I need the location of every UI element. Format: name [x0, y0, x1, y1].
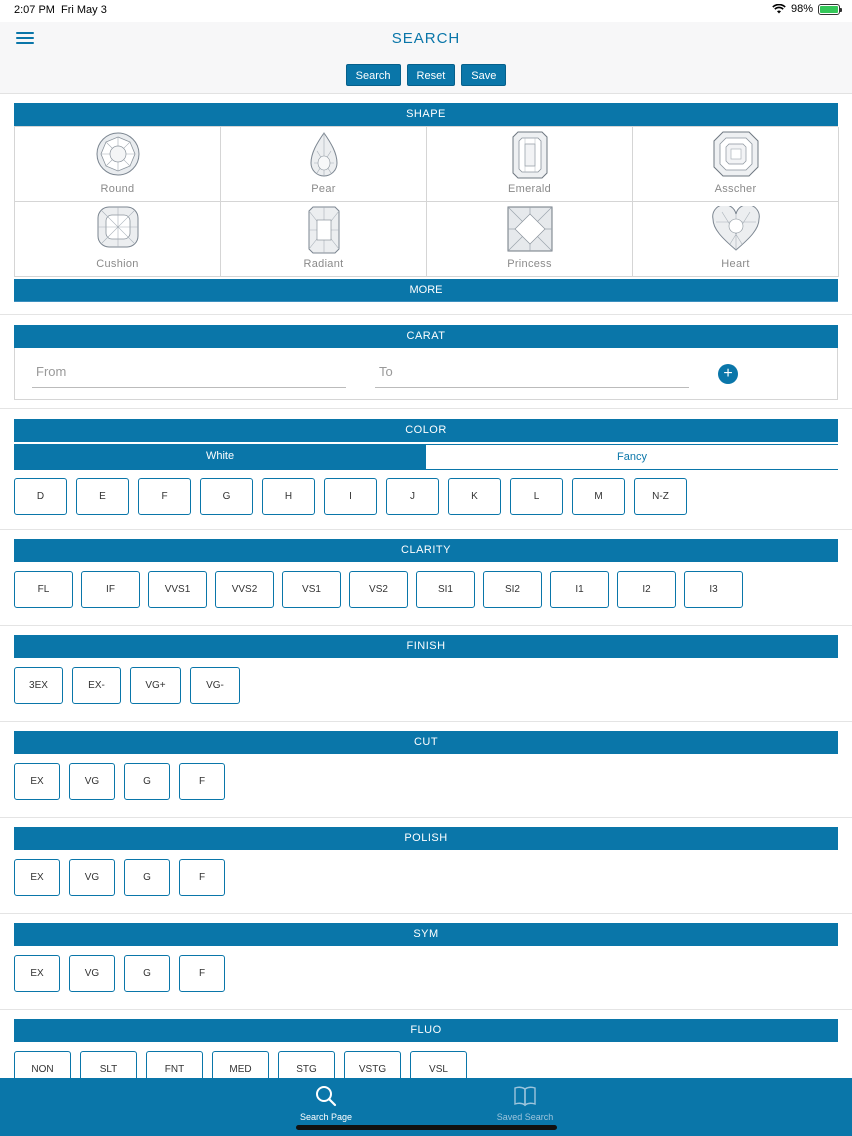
clarity-chip[interactable]: I3 [684, 571, 743, 608]
color-chip[interactable]: N-Z [634, 478, 687, 515]
fluo-chip[interactable]: VSTG [344, 1051, 401, 1078]
color-chip[interactable]: H [262, 478, 315, 515]
shape-heart[interactable] [633, 202, 839, 277]
color-chip[interactable]: I [324, 478, 377, 515]
tab-white[interactable]: White [14, 444, 426, 470]
carat-header: CARAT [14, 325, 838, 348]
sym-options [14, 955, 225, 992]
color-chip[interactable]: J [386, 478, 439, 515]
tab-saved-search-label: Saved Search [496, 1112, 554, 1122]
cut-chip[interactable]: VG [69, 763, 115, 800]
emerald-diamond-icon [512, 131, 548, 179]
clarity-chip[interactable]: VVS1 [148, 571, 207, 608]
color-chip[interactable]: M [572, 478, 625, 515]
radiant-diamond-icon [308, 206, 340, 254]
shape-label: Radiant [303, 258, 344, 270]
clarity-chip[interactable]: VVS2 [215, 571, 274, 608]
polish-section [0, 818, 852, 914]
sym-header: SYM [14, 923, 838, 946]
princess-diamond-icon [507, 206, 553, 252]
cushion-diamond-icon [97, 206, 139, 248]
polish-chip[interactable]: VG [69, 859, 115, 896]
fluo-chip[interactable]: SLT [80, 1051, 137, 1078]
color-header: COLOR [14, 419, 838, 442]
finish-chip[interactable]: VG+ [130, 667, 181, 704]
cut-header: CUT [14, 731, 838, 754]
clarity-chip[interactable]: I2 [617, 571, 676, 608]
fluo-options [14, 1051, 467, 1078]
color-grades [14, 478, 687, 515]
tab-search-page[interactable] [281, 1084, 371, 1122]
color-chip[interactable]: G [200, 478, 253, 515]
shape-round[interactable] [15, 127, 221, 202]
carat-to-input[interactable]: To [375, 360, 689, 388]
shape-pear[interactable] [221, 127, 427, 202]
clarity-header: CLARITY [14, 539, 838, 562]
shape-label: Round [100, 183, 135, 195]
clarity-chip[interactable]: SI2 [483, 571, 542, 608]
color-tabs [14, 444, 838, 470]
color-chip[interactable]: F [138, 478, 191, 515]
shape-emerald[interactable] [427, 127, 633, 202]
shape-asscher[interactable] [633, 127, 839, 202]
polish-chip[interactable]: G [124, 859, 170, 896]
add-carat-range-button[interactable]: + [718, 364, 738, 384]
nav-bar [0, 22, 852, 94]
cut-chip[interactable]: EX [14, 763, 60, 800]
status-right [772, 3, 840, 15]
sym-chip[interactable]: VG [69, 955, 115, 992]
shape-label: Heart [721, 258, 750, 270]
search-icon [315, 1085, 337, 1107]
sym-chip[interactable]: F [179, 955, 225, 992]
tab-search-page-label: Search Page [299, 1112, 353, 1122]
heart-diamond-icon [712, 206, 760, 252]
finish-header: FINISH [14, 635, 838, 658]
cut-options [14, 763, 225, 800]
save-button[interactable]: Save [461, 64, 506, 86]
fluo-chip[interactable]: VSL [410, 1051, 467, 1078]
clarity-chip[interactable]: VS1 [282, 571, 341, 608]
shape-label: Princess [507, 258, 552, 270]
battery-icon [818, 4, 840, 15]
status-date: Fri May 3 [61, 4, 107, 16]
shape-label: Emerald [507, 183, 552, 195]
shape-princess[interactable] [427, 202, 633, 277]
pear-diamond-icon [309, 131, 339, 179]
color-chip[interactable]: D [14, 478, 67, 515]
shape-grid [14, 126, 838, 277]
fluo-chip[interactable]: FNT [146, 1051, 203, 1078]
shape-header: SHAPE [14, 103, 838, 126]
finish-chip[interactable]: EX- [72, 667, 121, 704]
asscher-diamond-icon [713, 131, 759, 177]
book-icon [513, 1085, 537, 1107]
polish-header: POLISH [14, 827, 838, 850]
tab-fancy[interactable]: Fancy [426, 444, 838, 470]
status-bar [0, 0, 852, 22]
cut-chip[interactable]: G [124, 763, 170, 800]
clarity-section [0, 530, 852, 626]
tab-saved-search[interactable] [480, 1084, 570, 1122]
carat-box [14, 348, 838, 400]
page-title: SEARCH [391, 30, 461, 47]
clarity-chip[interactable]: VS2 [349, 571, 408, 608]
carat-section [0, 315, 852, 409]
shape-label: Pear [311, 183, 336, 195]
clarity-chip[interactable]: I1 [550, 571, 609, 608]
shape-label: Asscher [714, 183, 757, 195]
finish-section [0, 626, 852, 722]
shape-cushion[interactable] [15, 202, 221, 277]
fluo-chip[interactable]: NON [14, 1051, 71, 1078]
color-section [0, 409, 852, 530]
clarity-chip[interactable]: FL [14, 571, 73, 608]
action-buttons [0, 64, 852, 86]
round-diamond-icon [95, 131, 141, 177]
cut-section [0, 722, 852, 818]
sym-chip[interactable]: G [124, 955, 170, 992]
search-button[interactable]: Search [346, 64, 401, 86]
more-shapes-button[interactable]: MORE [14, 279, 838, 302]
polish-chip[interactable]: F [179, 859, 225, 896]
color-chip[interactable]: L [510, 478, 563, 515]
cut-chip[interactable]: F [179, 763, 225, 800]
fluo-chip[interactable]: MED [212, 1051, 269, 1078]
shape-label: Cushion [96, 258, 139, 270]
finish-chip[interactable]: VG- [190, 667, 240, 704]
shape-section [0, 94, 852, 315]
reset-button[interactable]: Reset [407, 64, 456, 86]
search-content[interactable] [0, 94, 852, 1078]
finish-chip[interactable]: 3EX [14, 667, 63, 704]
shape-radiant[interactable] [221, 202, 427, 277]
sym-chip[interactable]: EX [14, 955, 60, 992]
status-time: 2:07 PM [14, 4, 55, 16]
clarity-chip[interactable]: IF [81, 571, 140, 608]
carat-from-input[interactable]: From [32, 360, 346, 388]
polish-chip[interactable]: EX [14, 859, 60, 896]
sym-section [0, 914, 852, 1010]
color-chip[interactable]: E [76, 478, 129, 515]
battery-percent: 98% [790, 3, 813, 15]
polish-options [14, 859, 225, 896]
color-chip[interactable]: K [448, 478, 501, 515]
clarity-chip[interactable]: SI1 [416, 571, 475, 608]
fluo-section [0, 1010, 852, 1078]
finish-options [14, 667, 240, 704]
fluo-chip[interactable]: STG [278, 1051, 335, 1078]
home-indicator [296, 1125, 557, 1130]
wifi-icon [772, 4, 786, 14]
fluo-header: FLUO [14, 1019, 838, 1042]
clarity-grades [14, 571, 743, 608]
